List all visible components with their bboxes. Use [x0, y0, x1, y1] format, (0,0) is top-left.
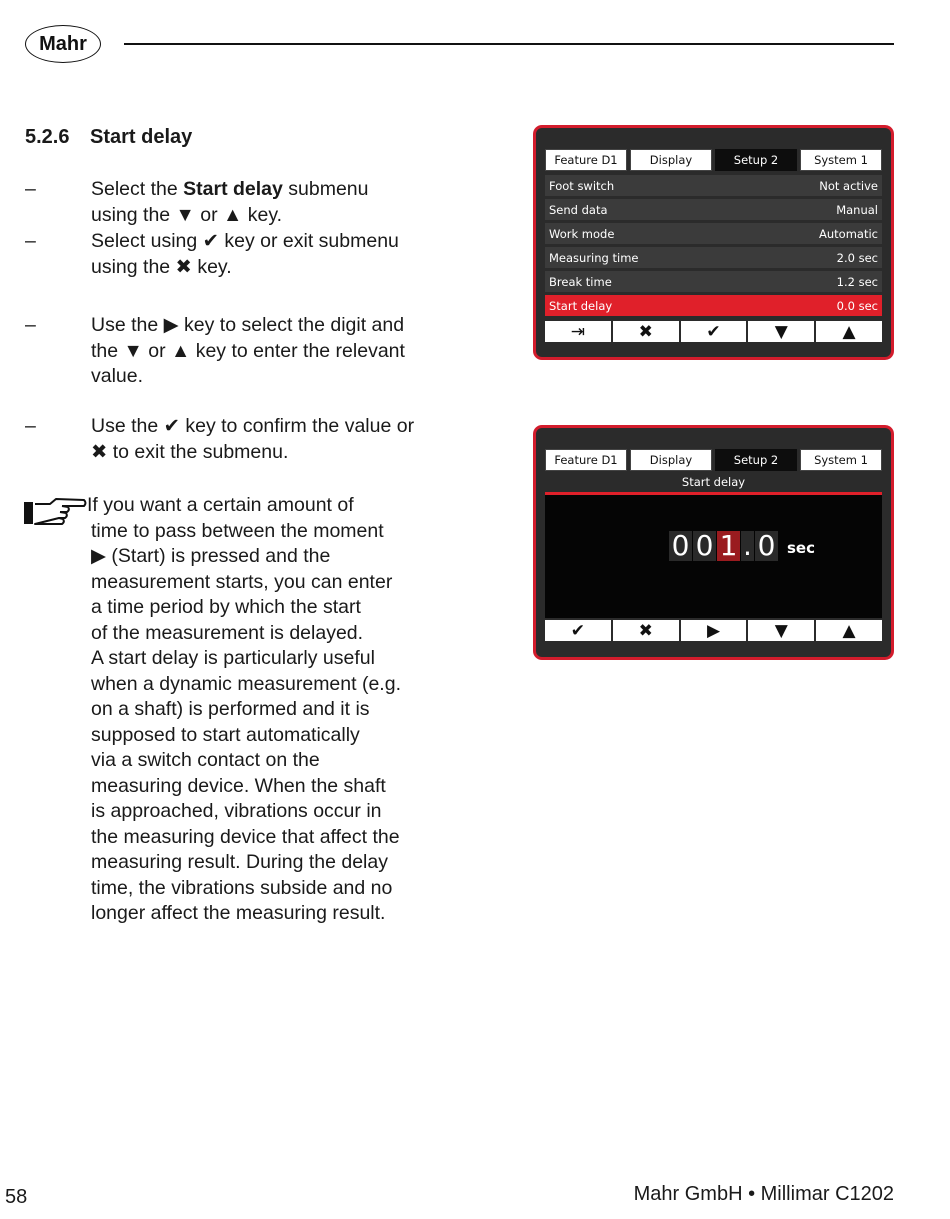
- up-arrow-icon[interactable]: ▲: [816, 321, 882, 342]
- row-label: Break time: [549, 274, 612, 289]
- note-line: A start delay is particularly useful: [91, 647, 375, 669]
- step-dash: –: [25, 314, 36, 336]
- row-value: 1.2 sec: [836, 274, 878, 289]
- softkey-bar: [545, 620, 882, 641]
- step-line: using the ✖ key.: [91, 255, 232, 278]
- check-icon[interactable]: ✔: [545, 620, 611, 641]
- settings-row-measuring-time[interactable]: [545, 247, 882, 268]
- mahr-logo: [25, 25, 101, 63]
- note-line: a time period by which the start: [91, 596, 361, 618]
- note-line: ▶ (Start) is pressed and the: [91, 545, 331, 567]
- row-value: 2.0 sec: [836, 250, 878, 265]
- step-dash: –: [25, 415, 36, 437]
- step-line: Use the ▶ key to select the digit and: [91, 314, 405, 336]
- instruction-step-4: [25, 414, 465, 465]
- section-title: [25, 126, 192, 149]
- row-label: Work mode: [549, 226, 615, 241]
- step-text: Select the: [91, 178, 184, 200]
- row-label: Measuring time: [549, 250, 639, 265]
- section-title-text: Start delay: [90, 126, 193, 148]
- screen-tabs: [545, 149, 882, 171]
- note-line: the measuring device that affect the: [91, 825, 400, 848]
- digit-cell[interactable]: 0: [755, 531, 778, 561]
- right-arrow-icon[interactable]: ▶: [681, 620, 747, 641]
- digit-cell-selected[interactable]: 1: [717, 531, 740, 561]
- note-line: time to pass between the moment: [91, 519, 384, 542]
- tab-feature-d1[interactable]: Feature D1: [545, 149, 627, 171]
- step-line: value.: [91, 365, 144, 387]
- step-dash: –: [25, 230, 36, 252]
- up-arrow-icon[interactable]: ▲: [816, 620, 882, 641]
- step-bold-text: Start delay: [183, 178, 283, 200]
- digit-cell[interactable]: 0: [669, 531, 692, 561]
- step-line: using the ▼ or ▲ key.: [91, 203, 283, 226]
- tab-system-1[interactable]: System 1: [800, 449, 882, 471]
- note-line: on a shaft) is performed and it is: [91, 698, 370, 720]
- instruction-step-3: [25, 313, 465, 390]
- note-line: of the measurement is delayed.: [91, 621, 364, 644]
- tab-setup-2[interactable]: Setup 2: [715, 149, 797, 171]
- step-dash: –: [25, 178, 36, 200]
- tab-system-1[interactable]: System 1: [800, 149, 882, 171]
- check-icon[interactable]: ✔: [681, 321, 747, 342]
- note-line: measuring result. During the delay: [91, 851, 388, 873]
- step-line: the ▼ or ▲ key to enter the relevant: [91, 339, 405, 362]
- row-value: 0.0 sec: [836, 298, 878, 313]
- settings-row-work-mode[interactable]: [545, 223, 882, 244]
- cross-icon[interactable]: ✖: [613, 620, 679, 641]
- tab-feature-d1[interactable]: Feature D1: [545, 449, 627, 471]
- instruction-step-1: [25, 177, 465, 228]
- settings-list: [545, 175, 882, 319]
- footer-brand: Mahr GmbH • Millimar C1202: [633, 1183, 894, 1205]
- down-arrow-icon[interactable]: ▼: [748, 620, 814, 641]
- device-screen-start-delay: [533, 425, 894, 660]
- decimal-point: .: [741, 531, 754, 561]
- note-line: via a switch contact on the: [91, 749, 320, 771]
- row-value: Automatic: [819, 226, 878, 241]
- header-rule: [124, 43, 894, 45]
- note-line: when a dynamic measurement (e.g.: [91, 672, 401, 695]
- tab-display[interactable]: Display: [630, 449, 712, 471]
- page-number: 58: [5, 1186, 28, 1208]
- tab-display[interactable]: Display: [630, 149, 712, 171]
- submenu-title: Start delay: [681, 475, 746, 489]
- instruction-step-2: [25, 229, 465, 280]
- row-value: Not active: [819, 178, 878, 193]
- note-line: measuring device. When the shaft: [91, 774, 386, 797]
- row-label: Foot switch: [549, 178, 615, 193]
- down-arrow-icon[interactable]: ▼: [748, 321, 814, 342]
- settings-row-start-delay[interactable]: [545, 295, 882, 316]
- note-paragraph: [87, 493, 457, 927]
- settings-row-break-time[interactable]: [545, 271, 882, 292]
- note-line: is approached, vibrations occur in: [91, 800, 382, 822]
- note-line: If you want a certain amount of: [87, 494, 354, 516]
- cross-icon[interactable]: ✖: [613, 321, 679, 342]
- note-line: time, the vibrations subside and no: [91, 876, 393, 899]
- step-line: [91, 177, 465, 203]
- step-line: Use the ✔ key to confirm the value or: [91, 415, 415, 437]
- device-screen-setup-menu: [533, 125, 894, 360]
- settings-row-send-data[interactable]: [545, 199, 882, 220]
- row-label: Start delay: [549, 298, 613, 313]
- note-line: supposed to start automatically: [91, 723, 360, 746]
- step-text: submenu: [282, 178, 369, 200]
- digit-cell[interactable]: 0: [693, 531, 716, 561]
- step-line: ✖ to exit the submenu.: [91, 440, 289, 463]
- settings-row-foot-switch[interactable]: [545, 175, 882, 196]
- step-line: Select using ✔ key or exit submenu: [91, 230, 399, 252]
- screen-tabs: [545, 449, 882, 471]
- logo-text: Mahr: [39, 32, 87, 55]
- note-line: longer affect the measuring result.: [91, 902, 386, 924]
- row-label: Send data: [549, 202, 608, 217]
- section-number: 5.2.6: [25, 126, 70, 148]
- unit-label: sec: [787, 539, 815, 557]
- exit-icon[interactable]: ⇥: [545, 321, 611, 342]
- pointing-hand-icon: [22, 496, 88, 530]
- digit-entry: [669, 531, 815, 561]
- row-value: Manual: [836, 202, 878, 217]
- value-entry-area: [545, 495, 882, 618]
- note-line: measurement starts, you can enter: [91, 570, 393, 593]
- tab-setup-2[interactable]: Setup 2: [715, 449, 797, 471]
- softkey-bar: [545, 321, 882, 342]
